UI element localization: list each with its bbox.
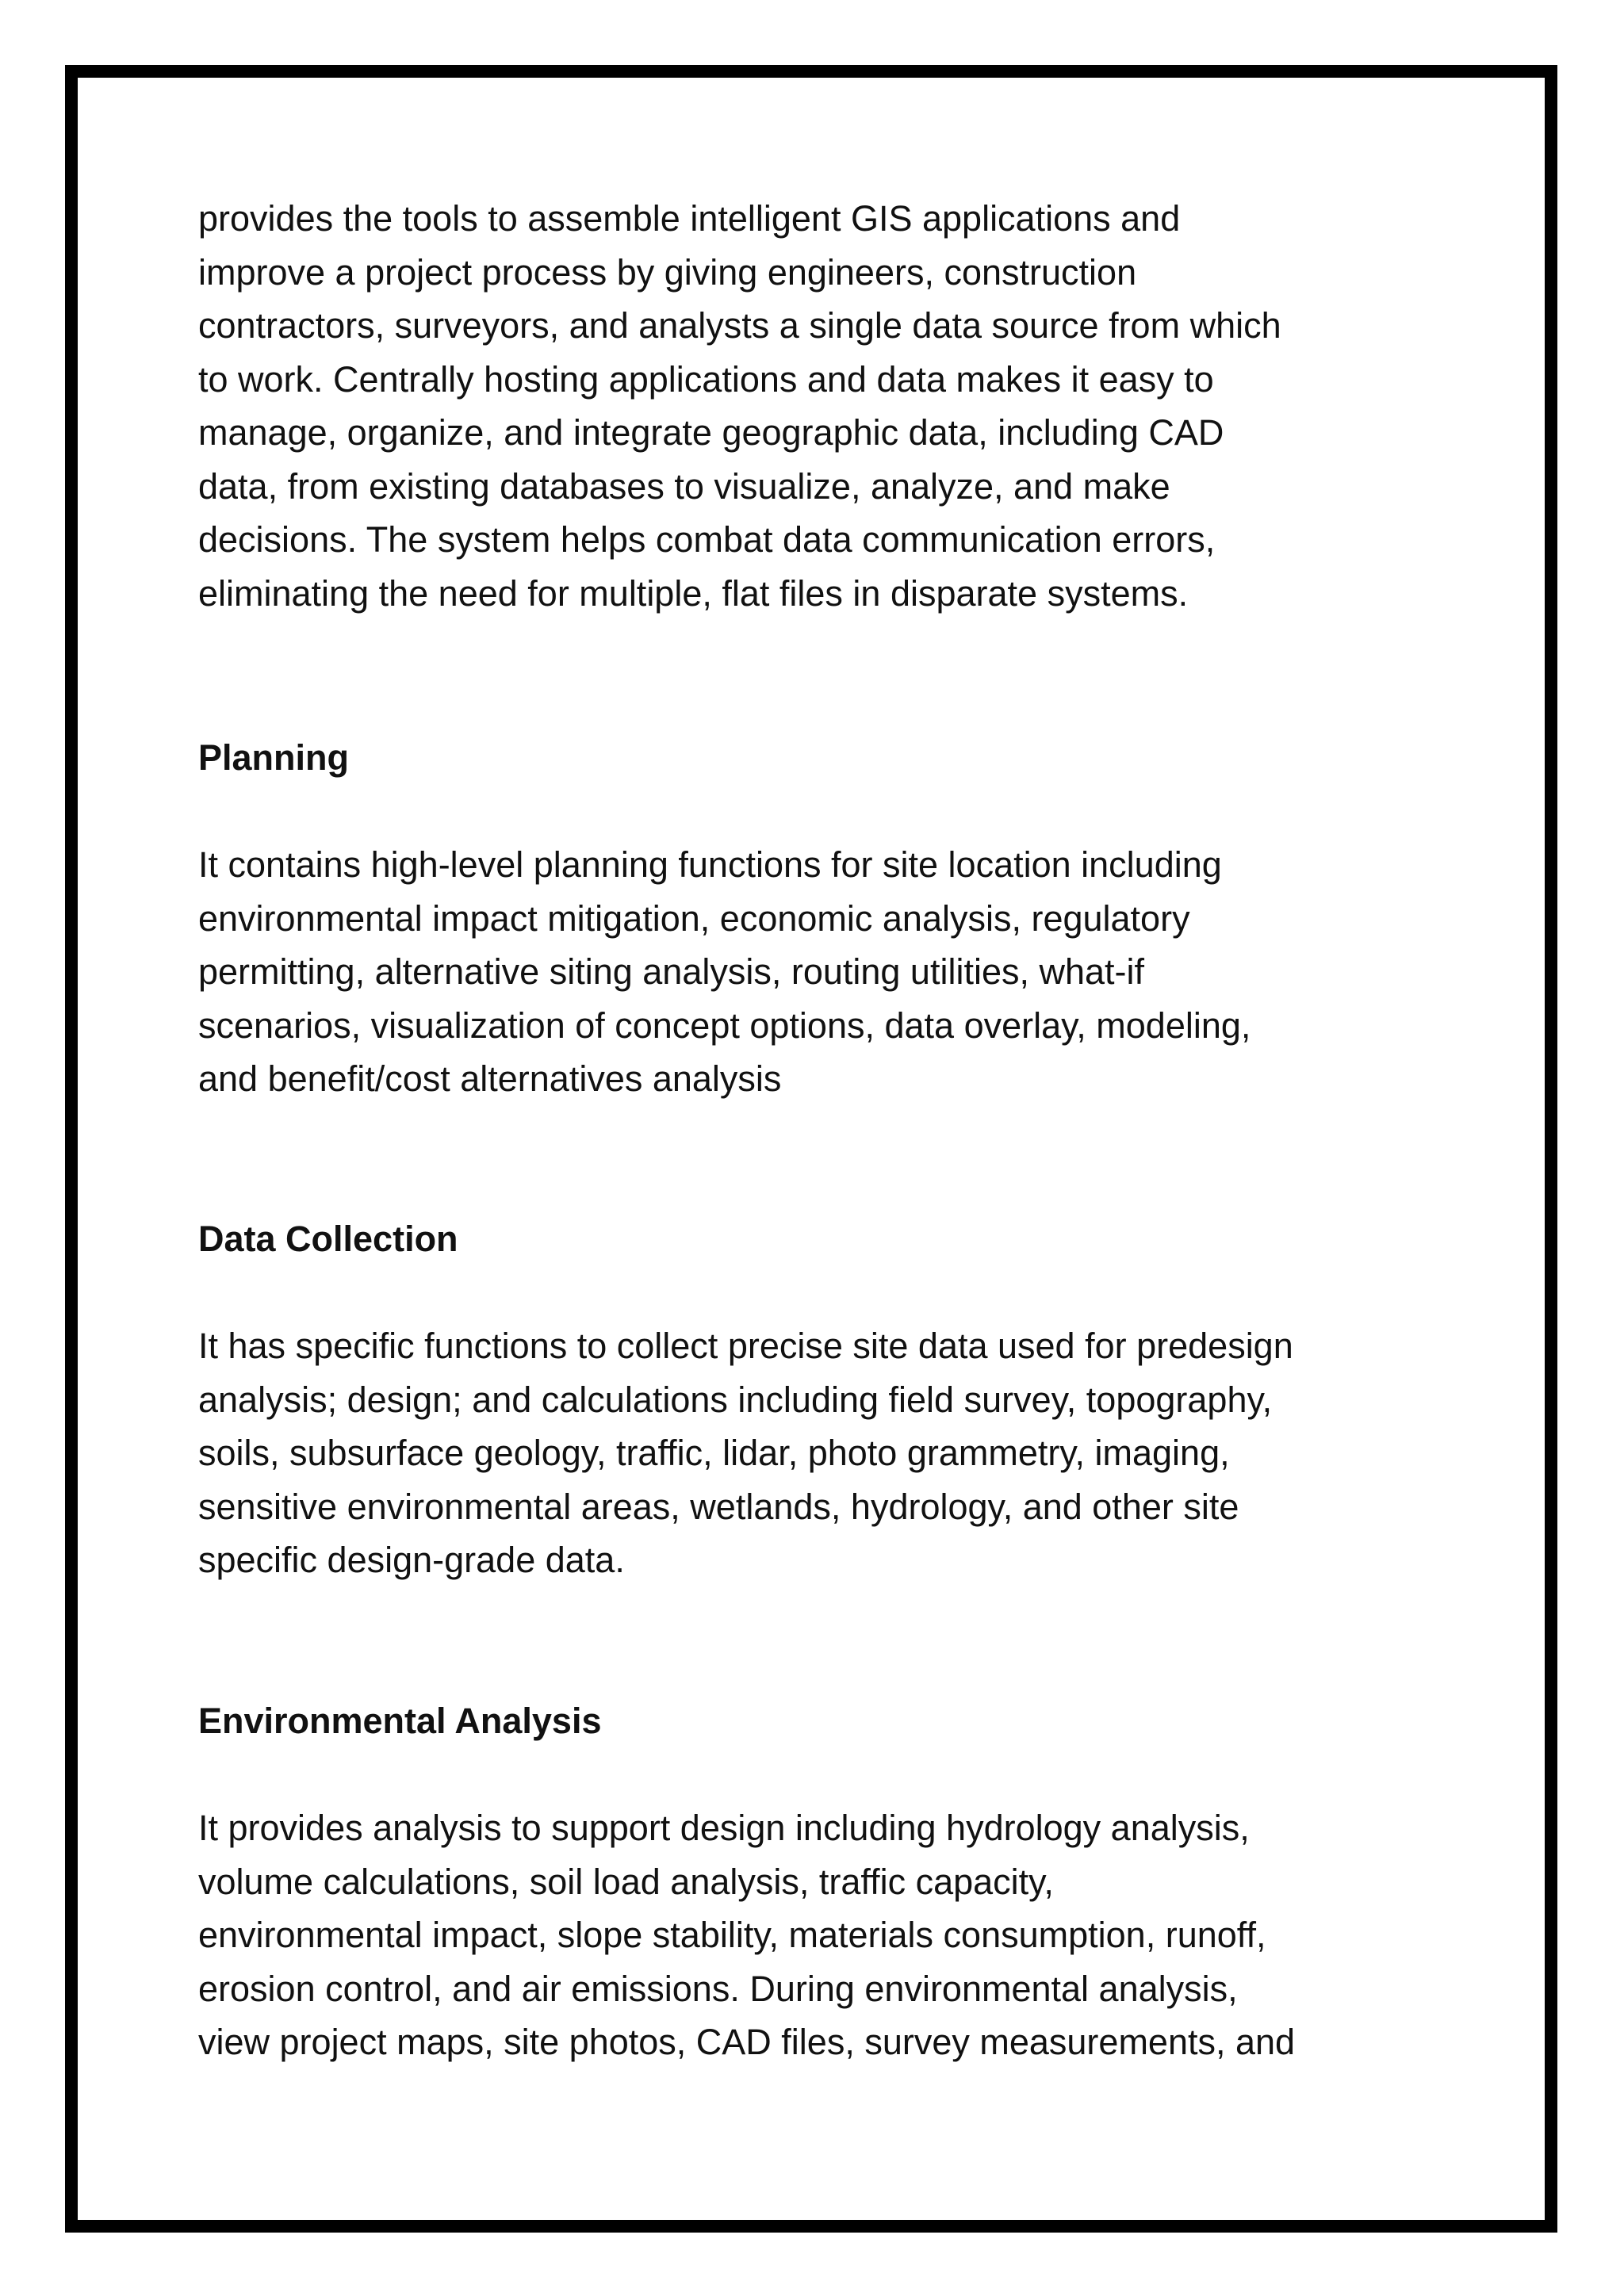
text-line: eliminating the need for multiple, flat files in disparate systems.	[198, 572, 1189, 614]
text-line: environmental impact mitigation, economic analysis, regulatory	[198, 897, 1190, 939]
text-line: permitting, alternative siting analysis, routing utilities, what-if	[198, 951, 1145, 992]
text-line: erosion control, and air emissions. During environmental analysis,	[198, 1968, 1238, 2009]
section-paragraph-data-collection	[198, 1319, 1293, 1587]
text-line: and benefit/cost alternatives analysis	[198, 1058, 782, 1099]
text-line: analysis; design; and calculations including field survey, topography,	[198, 1379, 1273, 1420]
text-line: scenarios, visualization of concept options, data overlay, modeling,	[198, 1004, 1251, 1046]
text-line: specific design-grade data.	[198, 1540, 625, 1580]
text-line: It contains high-level planning functions for site location including	[198, 844, 1222, 885]
text-line: view project maps, site photos, CAD files, survey measurements, and	[198, 2022, 1296, 2062]
section-heading-data-collection: Data Collection	[198, 1219, 458, 1259]
text-line: soils, subsurface geology, traffic, lidar, photo grammetry, imaging,	[198, 1433, 1230, 1473]
text-line: provides the tools to assemble intelligent GIS applications and	[198, 198, 1181, 239]
section-heading-planning: Planning	[198, 737, 349, 778]
section-paragraph-planning	[198, 838, 1251, 1106]
text-line: environmental impact, slope stability, materials consumption, runoff,	[198, 1915, 1266, 1955]
text-line: It has specific functions to collect precise site data used for predesign	[198, 1326, 1293, 1366]
text-line: volume calculations, soil load analysis, traffic capacity,	[198, 1861, 1054, 1902]
text-line: manage, organize, and integrate geographic data, including CAD	[198, 412, 1224, 453]
section-paragraph-environmental-analysis	[198, 1801, 1295, 2069]
text-line: improve a project process by giving engineers, construction	[198, 251, 1137, 293]
text-line: sensitive environmental areas, wetlands, hydrology, and other site	[198, 1486, 1239, 1527]
text-line: to work. Centrally hosting applications and data makes it easy to	[198, 358, 1214, 400]
text-line: data, from existing databases to visualize, analyze, and make	[198, 465, 1170, 507]
intro-paragraph	[198, 192, 1281, 620]
text-line: It provides analysis to support design including hydrology analysis,	[198, 1808, 1250, 1848]
text-line: decisions. The system helps combat data communication errors,	[198, 519, 1216, 560]
text-line: contractors, surveyors, and analysts a single data source from which	[198, 305, 1281, 346]
section-heading-environmental-analysis: Environmental Analysis	[198, 1701, 602, 1741]
